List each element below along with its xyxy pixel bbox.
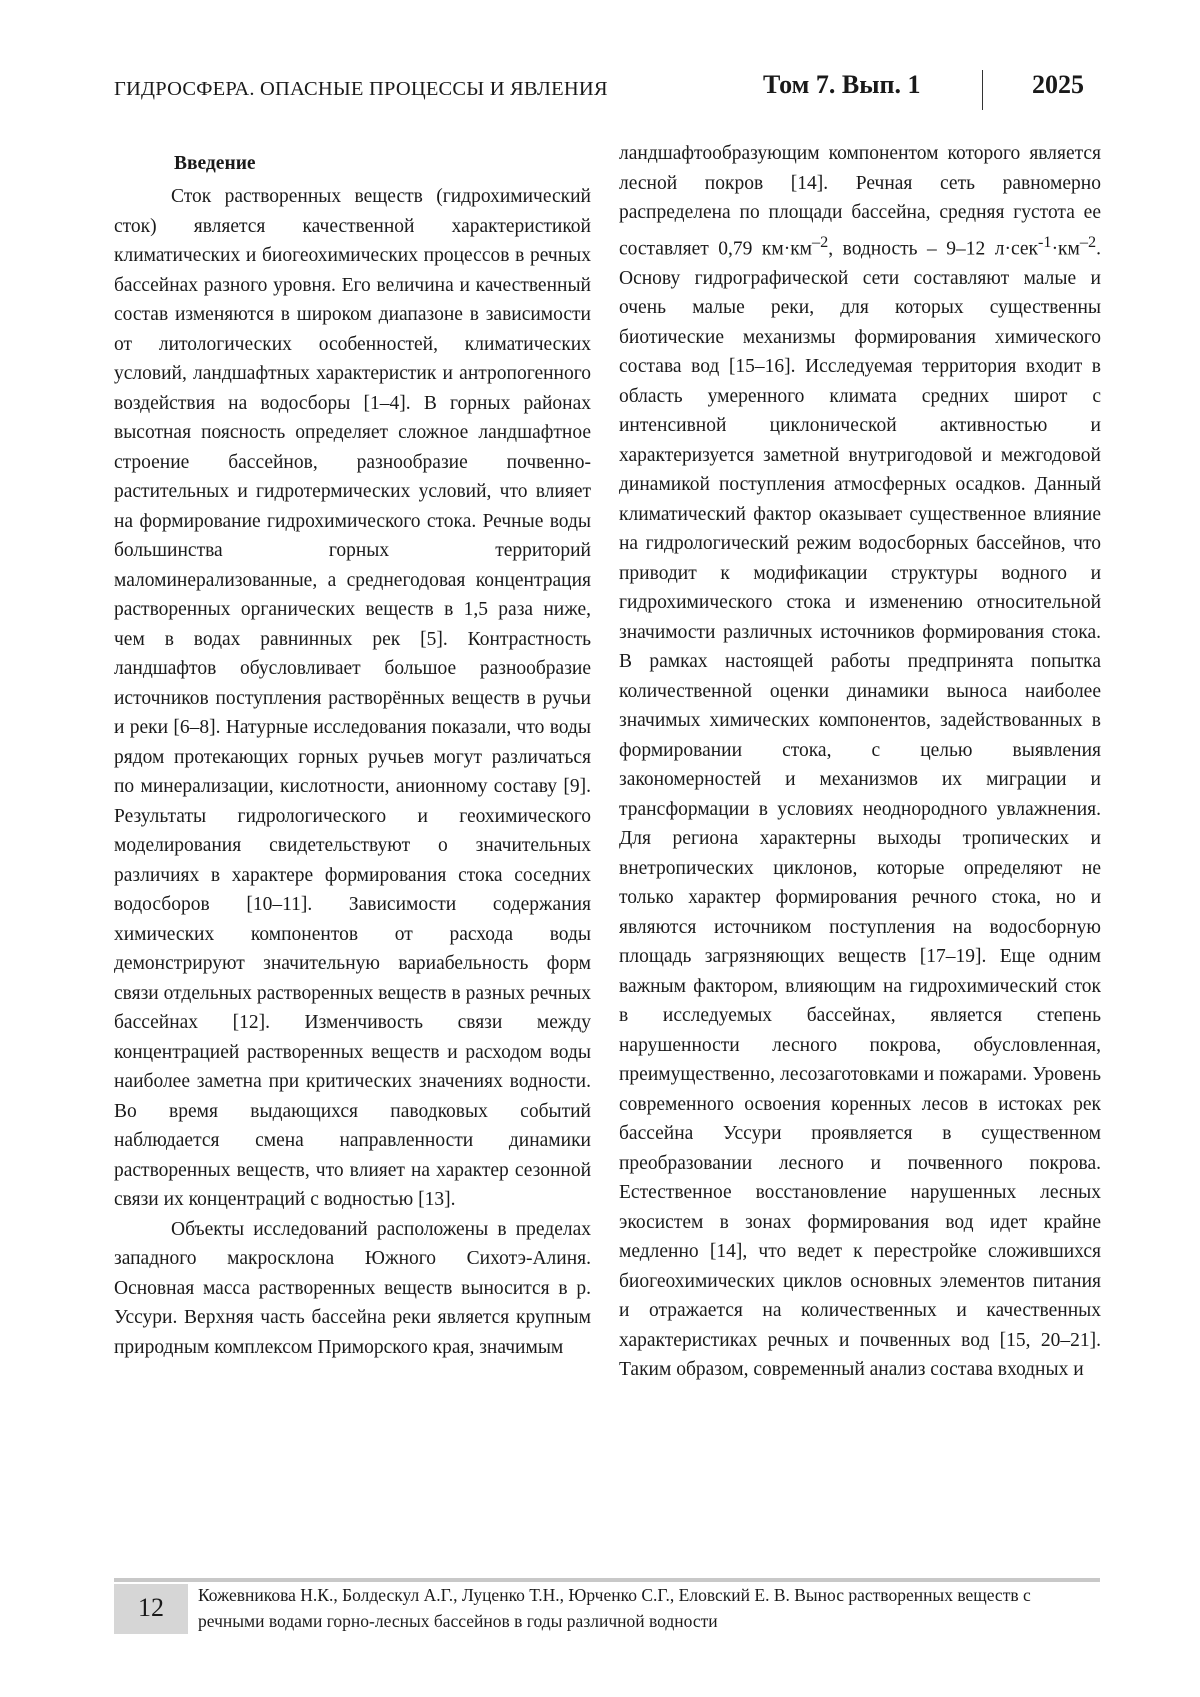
superscript: –2 [1079, 232, 1097, 251]
text-run: , водность – 9–12 л·сек [828, 238, 1039, 259]
article-citation: Кожевникова Н.К., Болдескул А.Г., Луценко Т.Н., Юрченко С.Г., Еловский Е. В. Вынос растворенных веществ с речными водами горно-лесных бассейнов в годы различной водности [198, 1585, 1031, 1631]
superscript: -1 [1038, 232, 1052, 251]
page-number: 12 [138, 1593, 164, 1622]
journal-title: ГИДРОСФЕРА. ОПАСНЫЕ ПРОЦЕССЫ И ЯВЛЕНИЯ [114, 78, 608, 100]
intro-paragraph-2: Объекты исследований расположены в пределах западного макросклона Южного Сихотэ-Алиня. Основная масса растворенных веществ выносится в р. Уссури. Верхняя часть бассейна реки является крупным природным комплексом Приморского края, значимым [114, 1218, 591, 1358]
header-divider [982, 70, 983, 110]
text-run: . Основу гидрографической сети составляют малые и очень малые реки, для которых существенны биотические механизмы формирования химического состава вод [15–16]. Исследуемая территория входит в область умеренного климата средних широт с интенсивной циклонической активностью и характеризуется заметной внутригодовой и межгодовой динамикой поступления атмосферных осадков. Данный климатический фактор оказывает существенное влияние на гидрологический режим водосборных бассейнов, что приводит к модификации структуры водного и гидрохимического стока и изменению относительной значимости различных источников формирования стока. В рамках настоящей работы предпринята попытка количественной оценки динамики выноса наиболее значимых химических компонентов, задействованных в формировании стока, с целью выявления закономерностей и механизмов их миграции и трансформации в условиях неоднородного увлажнения. Для региона характерны выходы тропических и внетропических циклонов, которые определяют не только характер формирования речного стока, но и являются источником поступления на водосборную площадь загрязняющих веществ [17–19]. Еще одним важным фактором, влияющим на гидрохимический сток в исследуемых бассейнах, является степень нарушенности лесного покрова, обусловленная, преимущественно, лесозаготовками и пожарами. Уровень современного освоения коренных лесов в истоках рек бассейна Уссури проявляется в существенном преобразовании лесного и почвенного покрова. Естественное восстановление нарушенных лесных экосистем в зонах формирования вод идет крайне медленно [14], что ведет к перестройке сложившихся биогеохимических циклов основных элементов питания и отражается на количественных и качественных характеристиках речных и почвенных вод [15, 20–21]. Таким образом, современный анализ состава входных и [619, 238, 1101, 1380]
page-number-box [114, 1584, 188, 1634]
intro-paragraph-1: Сток растворенных веществ (гидрохимический сток) является качественной характеристикой климатических и биогеохимических процессов в речных бассейнах разного уровня. Его величина и качественный состав изменяются в широком диапазоне в зависимости от литологических особенностей, климатических условий, ландшафтных характеристик и антропогенного воздействия на водосборы [1–4]. В горных районах высотная поясность определяет сложное ландшафтное строение бассейнов, разнообразие почвенно-растительных и гидротермических условий, что влияет на формирование гидрохимического стока. Речные воды большинства горных территорий маломинерализованные, а среднегодовая концентрация растворенных органических веществ в 1,5 раза ниже, чем в водах равнинных рек [5]. Контрастность ландшафтов обусловливает большое разнообразие источников поступления растворённых веществ в ручьи и реки [6–8]. Натурные исследования показали, что воды рядом протекающих горных ручьев могут различаться по минерализации, кислотности, анионному составу [9]. Результаты гидрологического и геохимического моделирования свидетельствуют о значительных различиях в характере формирования стока соседних водосборов [10–11]. Зависимости содержания химических компонентов от расхода воды демонстрируют значительную вариабельность форм связи отдельных растворенных веществ в разных речных бассейнах [12]. Изменчивость связи между концентрацией растворенных веществ и расходом воды наиболее заметна при критических значениях водности. Во время выдающихся паводковых событий наблюдается смена направленности динамики растворенных веществ, что влияет на характер сезонной связи их концентраций с водностью [13]. [114, 186, 591, 1210]
volume-issue: Том 7. Вып. 1 [763, 70, 921, 99]
superscript: –2 [812, 232, 829, 251]
text-run: ·км [1051, 238, 1080, 259]
intro-paragraph-2-continued [619, 139, 1101, 1385]
page-header [114, 70, 1100, 114]
text-run: ландшафтообразующим компонентом которого является лесной покров [14]. Речная сеть равномерно распределена по площади бассейна, средняя густота ее составляет 0,79 км·км [619, 143, 1101, 259]
publication-year: 2025 [1032, 70, 1084, 99]
section-heading: Введение [174, 153, 256, 174]
right-column [619, 139, 1101, 1385]
left-column [114, 150, 591, 1362]
